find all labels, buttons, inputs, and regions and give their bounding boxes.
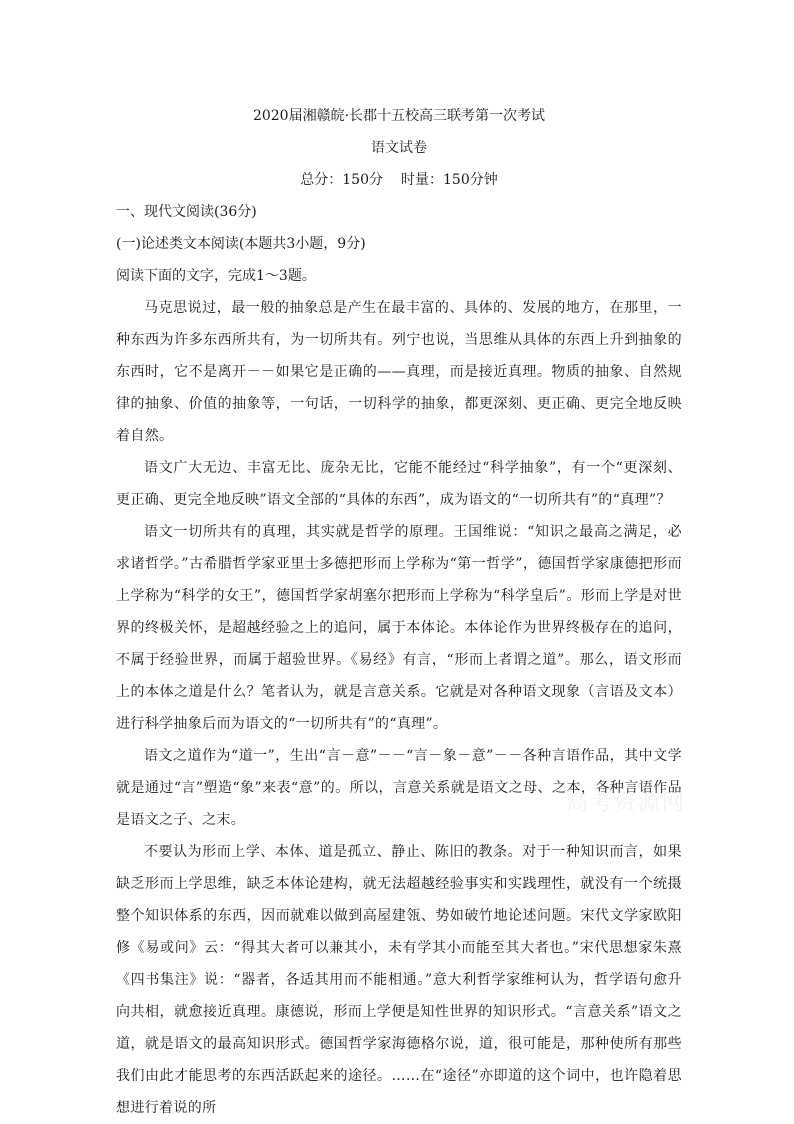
paragraph: 语文广大无边、丰富无比、庞杂无比，它能不能经过“科学抽象”，有一个“更深刻、更正确、更完全地反映”语文全部的“具体的东西”，成为语文的“一切所共有”的“真理”？ [116, 460, 682, 508]
exam-subtitle: 语文试卷 [371, 140, 427, 156]
exam-title: 2020届湘赣皖·长郡十五校高三联考第一次考试 [252, 108, 546, 124]
paragraph: 马克思说过，最一般的抽象总是产生在最丰富的、具体的、发展的地方，在那里，一种东西为许多东西所共有，为一切所共有。列宁也说，当思维从具体的东西上升到抽象的东西时，它不是离开－－如果它是正确的——真理，而是接近真理。物质的抽象、自然规律的抽象、价值的抽象等，一句话，一切科学的抽象，都更深刻、更正确、更完全地反映着自然。 [116, 300, 682, 444]
section-subheading: (一)论述类文本阅读(本题共3小题，9分) [116, 236, 366, 252]
paragraph: 语文之道作为“道一”，生出“言－意”－－“言－象－意”－－各种言语作品，其中文学就是通过“言”塑造“象”来表“意”的。所以，言意关系就是语文之母、之本，各种言语作品是语文之子、之末。 [116, 748, 682, 828]
total-score: 总分：150分 [300, 172, 383, 188]
paragraph: 语文一切所共有的真理，其实就是哲学的原理。王国维说：“知识之最高之满足，必求诸哲学。”古希腊哲学家亚里士多德把形而上学称为“第一哲学”，德国哲学家康德把形而上学称为“科学的女王”，德国哲学家胡塞尔把形而上学称为“科学皇后”。形而上学是对世界的终极关怀，是超越经验之上的追问，属于本体论。本体论作为世界终极存在的追问，不属于经验世界，而属于超验世界。《易经》有言，“形而上者谓之道”。那么，语文形而上的本体之道是什么？笔者认为，就是言意关系。它就是对各种语文现象（言语及文本）进行科学抽象后而为语文的“一切所共有”的“真理”。 [116, 524, 682, 732]
exam-meta [116, 164, 682, 196]
section-heading: 一、现代文阅读(36分) [116, 204, 257, 220]
paragraph: 不要认为形而上学、本体、道是孤立、静止、陈旧的教条。对于一种知识而言，如果缺乏形而上学思维，缺乏本体论建构，就无法超越经验事实和实践理性，就没有一个统摄整个知识体系的东西，因而就难以做到高屋建瓴、势如破竹地论述问题。宋代文学家欧阳修《易或问》云：“得其大者可以兼其小，未有学其小而能至其大者也。”宋代思想家朱熹《四书集注》说：“器者，各适其用而不能相通。”意大利哲学家维柯认为，哲学语句愈升向共相，就愈接近真理。康德说，形而上学便是知性世界的知识形式。“言意关系”语文之道，就是语文的最高知识形式。德国哲学家海德格尔说，道，很可能是，那种使所有那些我们由此才能思考的东西活跃起来的途径。……在“途径”亦即道的这个词中，也许隐着思想进行着说的所 [116, 844, 682, 1116]
reading-instruction: 阅读下面的文字，完成1～3题。 [116, 268, 316, 284]
watermark: 高考资源网 [566, 791, 687, 816]
exam-page [116, 100, 682, 1124]
time-limit: 时量：150分钟 [401, 172, 498, 188]
